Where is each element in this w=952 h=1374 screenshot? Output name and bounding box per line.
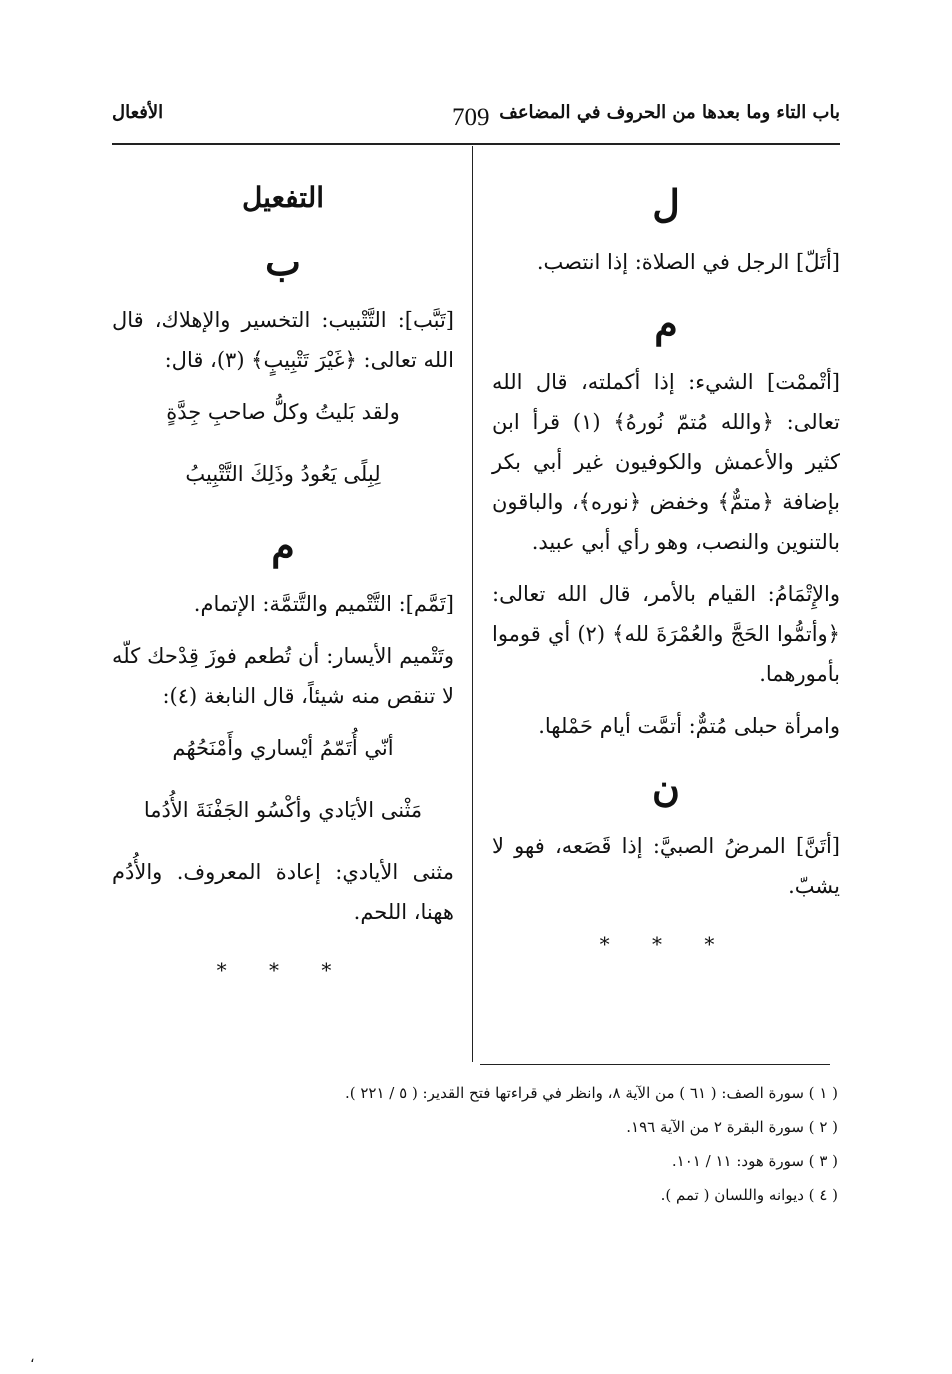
entry-tammam: [تَمَّم]: التَّتْميم والتَّتمَّة: الإتمام. — [193, 592, 454, 616]
section-title: الأفعال — [112, 102, 164, 123]
verse-line: ولقد بَليتُ وكلُّ صاحبِ جِدَّةٍ — [166, 400, 400, 424]
verse-line: لِبِلًى يَعُودُ وذَلِكَ التَّتْبِيبُ — [185, 462, 381, 486]
verse-line: أنّي أُتَمّمُ أيْساري وأَمْنَحُهُم — [172, 736, 394, 760]
entry-itmam: والإِتْمَامُ: القيام بالأمر، قال الله تعالى: ﴿وأتمُّوا الحَجَّ والعُمْرَةَ لله﴾ (٢) أي قوموا بأمورهما. — [492, 582, 840, 686]
section-heading-tafil: التفعيل — [241, 181, 325, 214]
entry-atall: [أتَلّ] الرجل في الصلاة: إذا انتصب. — [536, 250, 840, 274]
chapter-title: باب التاء وما بعدها من الحروف في المضاعف — [499, 102, 840, 123]
footnote-1: ( ١ ) سورة الصف: ( ٦١ ) من الآية ٨، وانظر في قراءتها فتح القدير: ( ٥ / ٢٢١ ). — [344, 1084, 838, 1102]
letter-heading-mim: م — [271, 523, 295, 568]
section-end-stars: * * * — [216, 958, 350, 982]
letter-heading-lam: ل — [652, 181, 680, 226]
entry-atann: [أتَنَّ] المرضُ الصبيَّ: إذا قَصَعه، فهو لا يشبّ. — [492, 834, 840, 898]
letter-heading-nun: ن — [652, 765, 680, 810]
entry-atmamt: [أتْممْت] الشيء: إذا أكملته، قال الله تعالى: ﴿والله مُتمّ نُورهُ﴾ (١) قرأ ابن كثير والأعمش والكوفيون غير أبي بكر بإضافة ﴿متمٌّ﴾ وخفض ﴿نوره﴾، والباقون بالتنوين والنصب، وهو رأي أبي عبيد. — [492, 370, 840, 554]
letter-heading-ba: ب — [265, 239, 301, 284]
entry-mathna-ayadi: مثنى الأيادي: إعادة المعروف. والأُدُم ههنا، اللحم. — [112, 860, 454, 924]
entry-mutimm: وامرأة حبلى مُتمٌّ: أتمَّت أيام حَمْلها. — [538, 714, 840, 738]
entry-tabbab: [تَبَّب]: التَّتْبيب: التخسير والإهلاك، قال الله تعالى: ﴿غَيْرَ تَتْبِيبٍ﴾ (٣)، قال: — [112, 308, 454, 372]
running-head — [112, 96, 840, 140]
left-column — [112, 170, 454, 990]
footnote-3: ( ٣ ) سورة هود: ١١ / ١٠١. — [671, 1152, 838, 1170]
entry-tatmim-aysar: وتَتْميم الأيسار: أن تُطعم فوزَ قِدْحك كلّه لا تنقص منه شيئاً، قال النابغة (٤): — [112, 644, 454, 708]
page-number: 709 — [452, 104, 490, 131]
right-column — [492, 170, 840, 964]
letter-heading-mim: م — [654, 301, 678, 346]
footnote-rule — [480, 1064, 830, 1065]
footnotes — [298, 1080, 838, 1216]
column-divider — [472, 146, 473, 1062]
verse-line: مَثْنى الأيَادي وأكْسُو الجَفْنَةَ الأُدُما — [143, 798, 423, 822]
section-end-stars: * * * — [599, 932, 733, 956]
header-rule — [112, 143, 840, 145]
footnote-2: ( ٢ ) سورة البقرة ٢ من الآية ١٩٦. — [626, 1118, 838, 1136]
stray-mark: ، — [30, 1350, 35, 1366]
footnote-4: ( ٤ ) ديوانه واللسان ( تمم ). — [660, 1186, 838, 1204]
